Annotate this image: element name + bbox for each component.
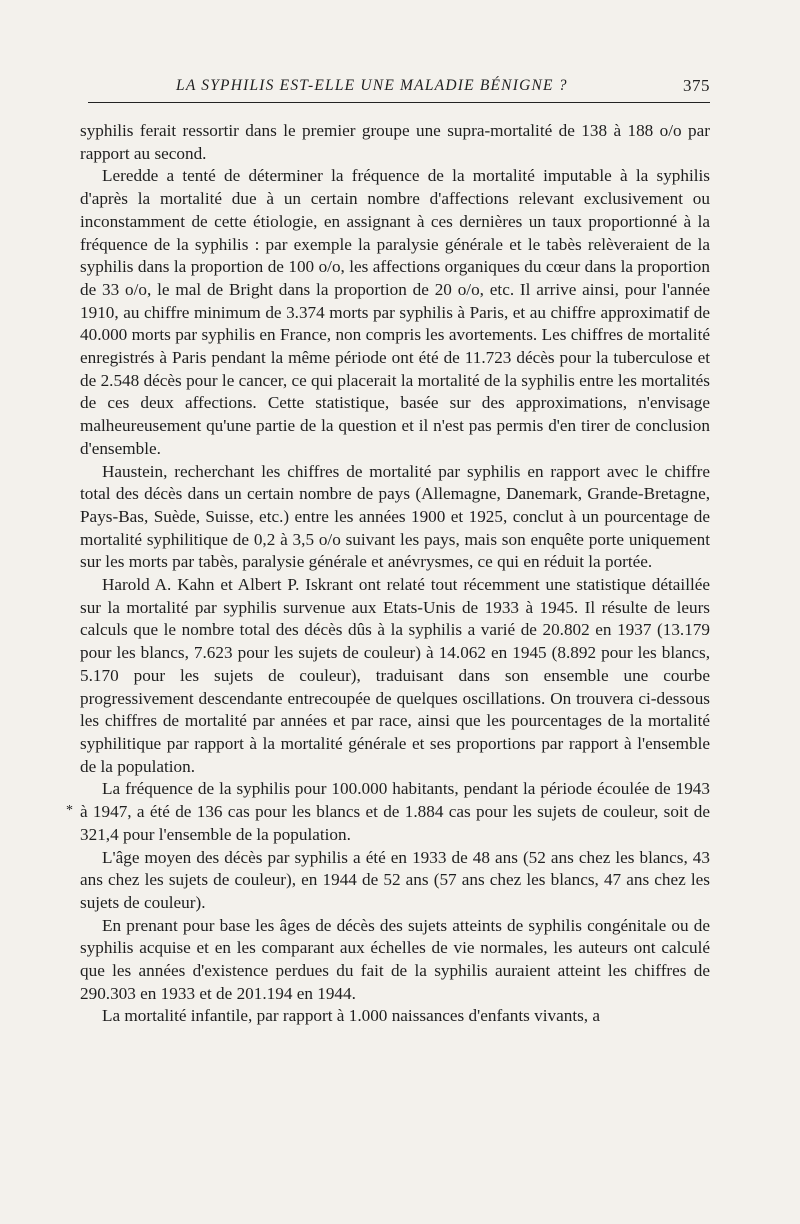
body-text xyxy=(80,120,710,1028)
paragraph-age-moyen: L'âge moyen des décès par syphilis a été en 1933 de 48 ans (52 ans chez les blancs, 43 ans chez les sujets de couleur), en 1944 de 52 ans (57 ans chez les blancs, 47 ans chez les sujets de couleur). xyxy=(80,847,710,912)
header-rule xyxy=(88,102,710,103)
paragraph-continuation: syphilis ferait ressortir dans le premier groupe une supra-mortalité de 138 à 188 o/o par rapport au second. xyxy=(80,121,710,163)
margin-asterisk: * xyxy=(66,803,73,818)
paragraph-frequence: La fréquence de la syphilis pour 100.000 habitants, pendant la période écoulée de 1943 à 1947, a été de 136 cas pour les blancs et de 1.884 cas pour les sujets de couleur, soit de 321,4 pour l'ensemble de la population. xyxy=(80,779,710,844)
paragraph-leredde: Leredde a tenté de déterminer la fréquence de la mortalité imputable à la syphilis d'après la mortalité due à un certain nombre d'affections relevant exclusivement ou inconstamment de cette étiologie, en assignant à ces dernières un taux proportionné à la fréquence de la syphilis : par exemple la paralysie générale et le tabès relèveraient de la syphilis dans la proportion de 100 o/o, les affections organiques du cœur dans la proportion de 33 o/o, le mal de Bright dans la proportion de 20 o/o, etc. Il arrive ainsi, pour l'année 1910, au chiffre minimum de 3.374 morts par syphilis à Paris, et au chiffre approximatif de 40.000 morts par syphilis en France, non compris les avortements. Les chiffres de mortalité enregistrés à Paris pendant la même période ont été de 11.723 décès pour la tuberculose et de 2.548 décès pour le cancer, ce qui placerait la mortalité de la syphilis entre les mortalités de ces deux affections. Cette statistique, basée sur des approximations, n'envisage malheureusement qu'une partie de la question et il n'est pas permis d'en tirer de conclusion d'ensemble. xyxy=(80,166,710,458)
page-header xyxy=(80,75,712,105)
paragraph-annees-perdues: En prenant pour base les âges de décès des sujets atteints de syphilis congénitale ou de syphilis acquise et en les comparant aux échelles de vie normales, les auteurs ont calculé que les années d'existence perdues du fait de la syphilis auraient atteint les chiffres de 290.303 en 1933 et de 201.194 en 1944. xyxy=(80,915,710,1003)
paragraph-haustein: Haustein, recherchant les chiffres de mortalité par syphilis en rapport avec le chiffre total des décès dans un certain nombre de pays (Allemagne, Danemark, Grande-Bretagne, Pays-Bas, Suède, Suisse, etc.) entre les années 1900 et 1925, conclut à un pourcentage de mortalité syphilitique de 0,2 à 3,5 o/o suivant les pays, mais son enquête porte uniquement sur les morts par tabès, paralysie générale et anévrysmes, ce qui en réduit la portée. xyxy=(80,461,710,572)
paragraph-kahn-iskrant: Harold A. Kahn et Albert P. Iskrant ont relaté tout récemment une statistique détaillée sur la mortalité par syphilis survenue aux Etats-Unis de 1933 à 1945. Il résulte de leurs calculs que le nombre total des décès dûs à la syphilis a varié de 20.802 en 1937 (13.179 pour les blancs, 7.623 pour les sujets de couleur) à 14.062 en 1945 (8.892 pour les blancs, 5.170 pour les sujets de couleur), traduisant dans son ensemble une courbe progressivement descendante entrecoupée de quelques oscillations. On trouvera ci-dessous les chiffres de mortalité par années et par race, ainsi que les pourcentages de la mortalité syphilitique par rapport à la mortalité générale et ses proportions par rapport à l'ensemble de la population. xyxy=(80,575,710,776)
page-number: 375 xyxy=(683,76,710,95)
paragraph-mortalite-infantile: La mortalité infantile, par rapport à 1.000 naissances d'enfants vivants, a xyxy=(102,1006,601,1026)
running-title: LA SYPHILIS EST-ELLE UNE MALADIE BÉNIGNE ? xyxy=(176,77,568,94)
